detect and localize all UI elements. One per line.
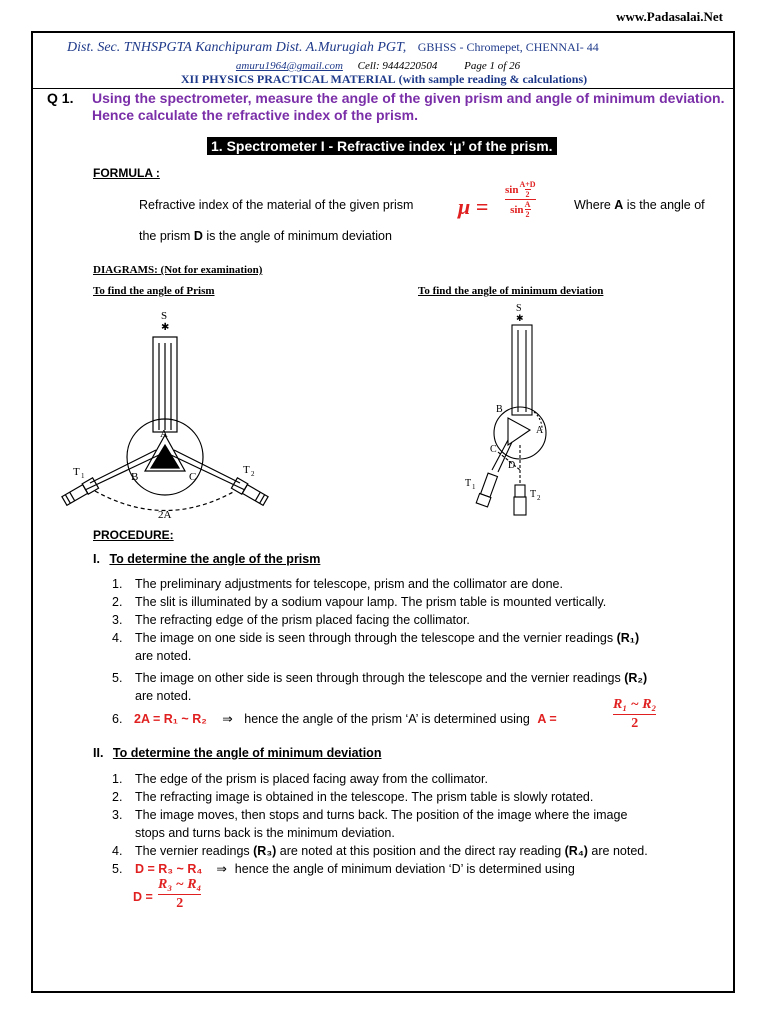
label-S: S (161, 310, 168, 322)
label-A: A (536, 425, 544, 436)
angle-of-prism-diagram (55, 305, 295, 520)
part1-heading (93, 552, 320, 566)
where-pre: Where (574, 198, 615, 212)
label-C: C (189, 471, 197, 483)
label-T1: T (465, 478, 472, 489)
item4-text: The image on one side is seen through through the telescope and the vernier readings (135, 631, 617, 645)
part2-numeral: II. (93, 746, 104, 760)
procedure-label: PROCEDURE: (93, 528, 174, 542)
line2-post: is the angle of minimum deviation (202, 229, 392, 243)
label-T2-sub: 2 (537, 494, 541, 502)
fraction-bar (613, 714, 656, 715)
list-item-text: The refracting edge of the prism placed facing the collimator. (135, 613, 470, 627)
label-T1: T (73, 466, 80, 478)
list-item: 2. The slit is illuminated by a sodium vapour lamp. The prism table is mounted vertically. (112, 595, 607, 609)
fraction-numerator: R₃ ~ R₄ (158, 877, 202, 892)
fraction-numerator (505, 180, 536, 199)
fraction-numerator: R₁ ~ R₂ (613, 697, 657, 712)
question-text: Using the spectrometer, measure the angle of the given prism and angle of minimum deviation. Hence calculate the refractive index of the prism. (92, 90, 725, 123)
line2-D: D (193, 229, 203, 243)
formula-lead: Refractive index of the material of the given prism (139, 198, 414, 212)
half-angle (525, 200, 531, 219)
item5-post: are noted. (135, 689, 192, 703)
fraction-denominator: 2 (176, 896, 184, 911)
list-item: 4. The image on one side is seen through through the telescope and the vernier readings (R₁) are noted. (112, 631, 640, 663)
p2-item4-pre: The vernier readings (135, 844, 254, 858)
item5-R2: (R₂) (624, 671, 648, 685)
D-label: D = (133, 890, 153, 904)
angle-A-fraction (613, 697, 656, 732)
email-link[interactable]: amuru1964@gmail.com (235, 60, 343, 72)
list-item: 2. The refracting image is obtained in the telescope. The prism table is slowly rotated. (112, 790, 594, 804)
list-item-text: The image moves, then stops and turns back. The position of the image where the image (135, 808, 628, 822)
header-divider (33, 88, 733, 89)
prism-triangle (508, 418, 530, 445)
section-title: 1. Spectrometer I - Refractive index ‘μ’ of the prism. (207, 137, 557, 155)
half-sum (519, 180, 535, 199)
list-item-text: The slit is illuminated by a sodium vapour lamp. The prism table is mounted vertically. (135, 595, 607, 609)
diagram-right-title: To find the angle of minimum deviation (418, 285, 604, 297)
telescope-t1 (476, 473, 498, 507)
p2-item4-R3: (R₃) (253, 844, 277, 858)
item6-A: A = (537, 712, 557, 726)
min-deviation-diagram (450, 300, 590, 525)
material-title (0, 72, 768, 87)
label-T1-sub: 1 (81, 472, 85, 480)
p2-item5-equation: D = R₃ ~ R₄ (135, 862, 203, 876)
telescope-t2 (514, 485, 526, 515)
label-T2: T (530, 489, 537, 500)
contact-line (0, 60, 768, 72)
angle-arg: A (524, 200, 531, 209)
list-item: 1. The preliminary adjustments for telescope, prism and the collimator are done. (112, 577, 563, 591)
angle-D-fraction (158, 877, 201, 912)
p2-item4-post: are noted. (587, 844, 648, 858)
label-C: C (490, 444, 497, 455)
diagrams-label: DIAGRAMS: (Not for examination) (93, 264, 263, 276)
part2-title: To determine the angle of minimum deviation (112, 746, 382, 760)
label-D: D (508, 460, 516, 471)
p2-item5-text: hence the angle of minimum deviation ‘D’ is determined using (234, 862, 575, 876)
diagram-left-title: To find the angle of Prism (93, 285, 215, 297)
item5-text: The image on other side is seen through through the telescope and the vernier readings (135, 671, 625, 685)
label-B: B (131, 471, 139, 483)
fraction-denominator (510, 200, 530, 219)
item6-equation: 2A = R₁ ~ R₂ (134, 712, 207, 726)
part1-list (112, 575, 722, 705)
list-item-text: The preliminary adjustments for telescope, prism and the collimator are done. (135, 577, 563, 591)
label-T2: T (243, 464, 250, 476)
label-B: B (496, 404, 503, 415)
list-item: 4. The vernier readings (R₃) are noted at this position and the direct ray reading (R₄) are noted. (112, 844, 648, 858)
sum-half: 2 (525, 190, 530, 199)
list-item-text: The refracting image is obtained in the telescope. The prism table is slowly rotated. (135, 790, 594, 804)
implies-arrow: ⇒ (216, 862, 227, 876)
item6-text: hence the angle of the prism ‘A’ is determined using (244, 712, 530, 726)
sin-label: sin (510, 203, 524, 216)
svg-text:✱: ✱ (516, 313, 524, 323)
p2-item4-mid: are noted at this position and the direct ray reading (276, 844, 565, 858)
label-T1-sub: 1 (472, 483, 476, 491)
author-header (67, 40, 707, 56)
sin-label: sin (505, 183, 519, 196)
list-item: 5. D = R₃ ~ R₄ ⇒ hence the angle of minimum deviation ‘D’ is determined using (112, 862, 575, 876)
label-S: S (516, 303, 522, 314)
list-item: 3. The image moves, then stops and turns back. The position of the image where the image stops and turns back is the minimum deviation. (112, 808, 628, 840)
label-T2-sub: 2 (251, 470, 255, 478)
list-item: 3. The refracting edge of the prism placed facing the collimator. (112, 613, 470, 627)
refractive-index-fraction (505, 180, 536, 219)
part1-title: To determine the angle of the prism (109, 552, 321, 566)
collimator-tube (512, 325, 532, 415)
question-number: Q 1. (47, 90, 74, 106)
school-name: GBHSS - Chromepet, CHENNAI- 44 (417, 40, 599, 54)
site-url[interactable]: www.Padasalai.Net (616, 9, 723, 24)
page-number: Page 1 of 26 (464, 60, 521, 72)
fraction-bar (158, 894, 201, 895)
where-post: is the angle of (623, 198, 705, 212)
fraction-denominator: 2 (631, 716, 639, 731)
formula-label: FORMULA : (93, 166, 160, 180)
material-name: XII PHYSICS PRACTICAL MATERIAL (180, 72, 396, 86)
p2-item4-R4: (R₄) (564, 844, 588, 858)
implies-arrow: ⇒ (222, 712, 233, 726)
line2-pre: the prism (139, 229, 194, 243)
list-item: 1. The edge of the prism is placed facing away from the collimator. (112, 772, 488, 786)
formula-line2 (139, 229, 392, 243)
where-A: A (614, 198, 624, 212)
item4-R1: (R₁) (616, 631, 640, 645)
angle-half: 2 (525, 210, 530, 219)
part1-numeral: I. (93, 552, 100, 566)
list-item-text: stops and turns back is the minimum deviation. (135, 826, 395, 840)
label-2A: 2A (158, 509, 172, 520)
cell-number: Cell: 9444220504 (357, 60, 438, 72)
mu-symbol: μ = (458, 194, 489, 219)
list-item-text: The edge of the prism is placed facing away from the collimator. (135, 772, 488, 786)
item4-post: are noted. (135, 649, 192, 663)
part2-heading (93, 746, 381, 760)
label-A: A (160, 428, 168, 440)
material-note: (with sample reading & calculations) (398, 72, 588, 86)
svg-text:✱: ✱ (161, 322, 170, 333)
list-item: 6. 2A = R₁ ~ R₂ ⇒ hence the angle of the prism ‘A’ is determined using A = (112, 712, 557, 726)
part2-list (112, 770, 722, 878)
formula-where (574, 198, 705, 212)
author-line: Dist. Sec. TNHSPGTA Kanchipuram Dist. A.Murugiah PGT, (67, 40, 407, 55)
two-a-arc (95, 491, 235, 511)
sum-arg: A+D (519, 180, 536, 189)
list-item: 5. The image on other side is seen through through the telescope and the vernier readings (R₂) are noted. (112, 671, 648, 703)
